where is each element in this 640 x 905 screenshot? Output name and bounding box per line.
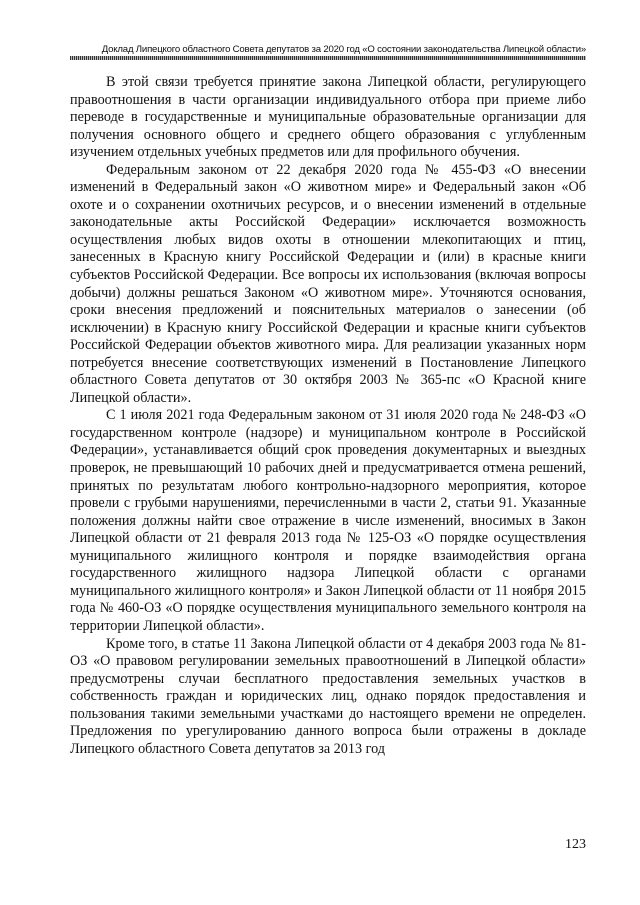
document-body: [70, 74, 586, 758]
paragraph: В этой связи требуется принятие закона Липецкой области, регулирующего правоотношения в части организации индивидуального отбора при приеме либо переводе в государственные и муниципальные образовательные организации для получения основного общего и среднего общего образования с углубленным изучением отдельных учебных предметов или для профильного обучения.: [70, 74, 586, 161]
header-rule: [70, 56, 586, 60]
paragraph: Кроме того, в статье 11 Закона Липецкой области от 4 декабря 2003 года № 81-ОЗ «О правовом регулировании земельных правоотношений в Липецкой области» предусмотрены случаи бесплатного предоставления земельных участков в собственность граждан и юридических лиц, однако порядок предоставления и пользования такими земельными участками до настоящего времени не определен. Предложения по урегулированию данного вопроса были отражены в докладе Липецкого областного Совета депутатов за 2013 год: [70, 635, 586, 757]
running-header: Доклад Липецкого областного Совета депутатов за 2020 год «О состоянии законодательства Липецкой области»: [101, 44, 586, 55]
paragraph: С 1 июля 2021 года Федеральным законом от 31 июля 2020 года № 248-ФЗ «О государственном контроле (надзоре) и муниципальном контроле в Российской Федерации», устанавливается общий срок проведения документарных и выездных проверок, не превышающий 10 рабочих дней и предусматривается отмена решений, принятых по результатам любого контрольно-надзорного мероприятия, которое провели с грубыми нарушениями, перечисленными в части 2, статьи 91. Указанные положения должны найти свое отражение в числе изменений, вносимых в Закон Липецкой области от 21 февраля 2013 года № 125-ОЗ «О порядке осуществления муниципального жилищного контроля и порядке взаимодействия органа государственного жилищного надзора Липецкой области с органами муниципального жилищного контроля» и Закон Липецкой области от 11 ноября 2015 года № 460-ОЗ «О порядке осуществления муниципального земельного контроля на территории Липецкой области».: [70, 407, 586, 634]
paragraph: Федеральным законом от 22 декабря 2020 года № 455-ФЗ «О внесении изменений в Федеральный закон «О животном мире» и Федеральный закон «Об охоте и о сохранении охотничьих ресурсов, и о внесении изменений в отдельные законодательные акты Российской Федерации» исключается возможность осуществления любых видов охоты в отношении млекопитающих и птиц, занесенных в Красную книгу Российской Федерации и (или) в красные книги субъектов Российской Федерации. Все вопросы их использования (включая вопросы добычи) должны решаться Законом «О животном мире». Уточняются основания, сроки внесения предложений и пояснительных материалов о занесении (об исключении) в Красную книгу Российской Федерации и красные книги субъектов Российской Федерации объектов животного мира. Для реализации указанных норм потребуется внесение соответствующих изменений в Постановление Липецкого областного Совета депутатов от 30 октября 2003 № 365-пс «О Красной книге Липецкой области».: [70, 161, 586, 406]
page-number: 123: [565, 837, 586, 852]
